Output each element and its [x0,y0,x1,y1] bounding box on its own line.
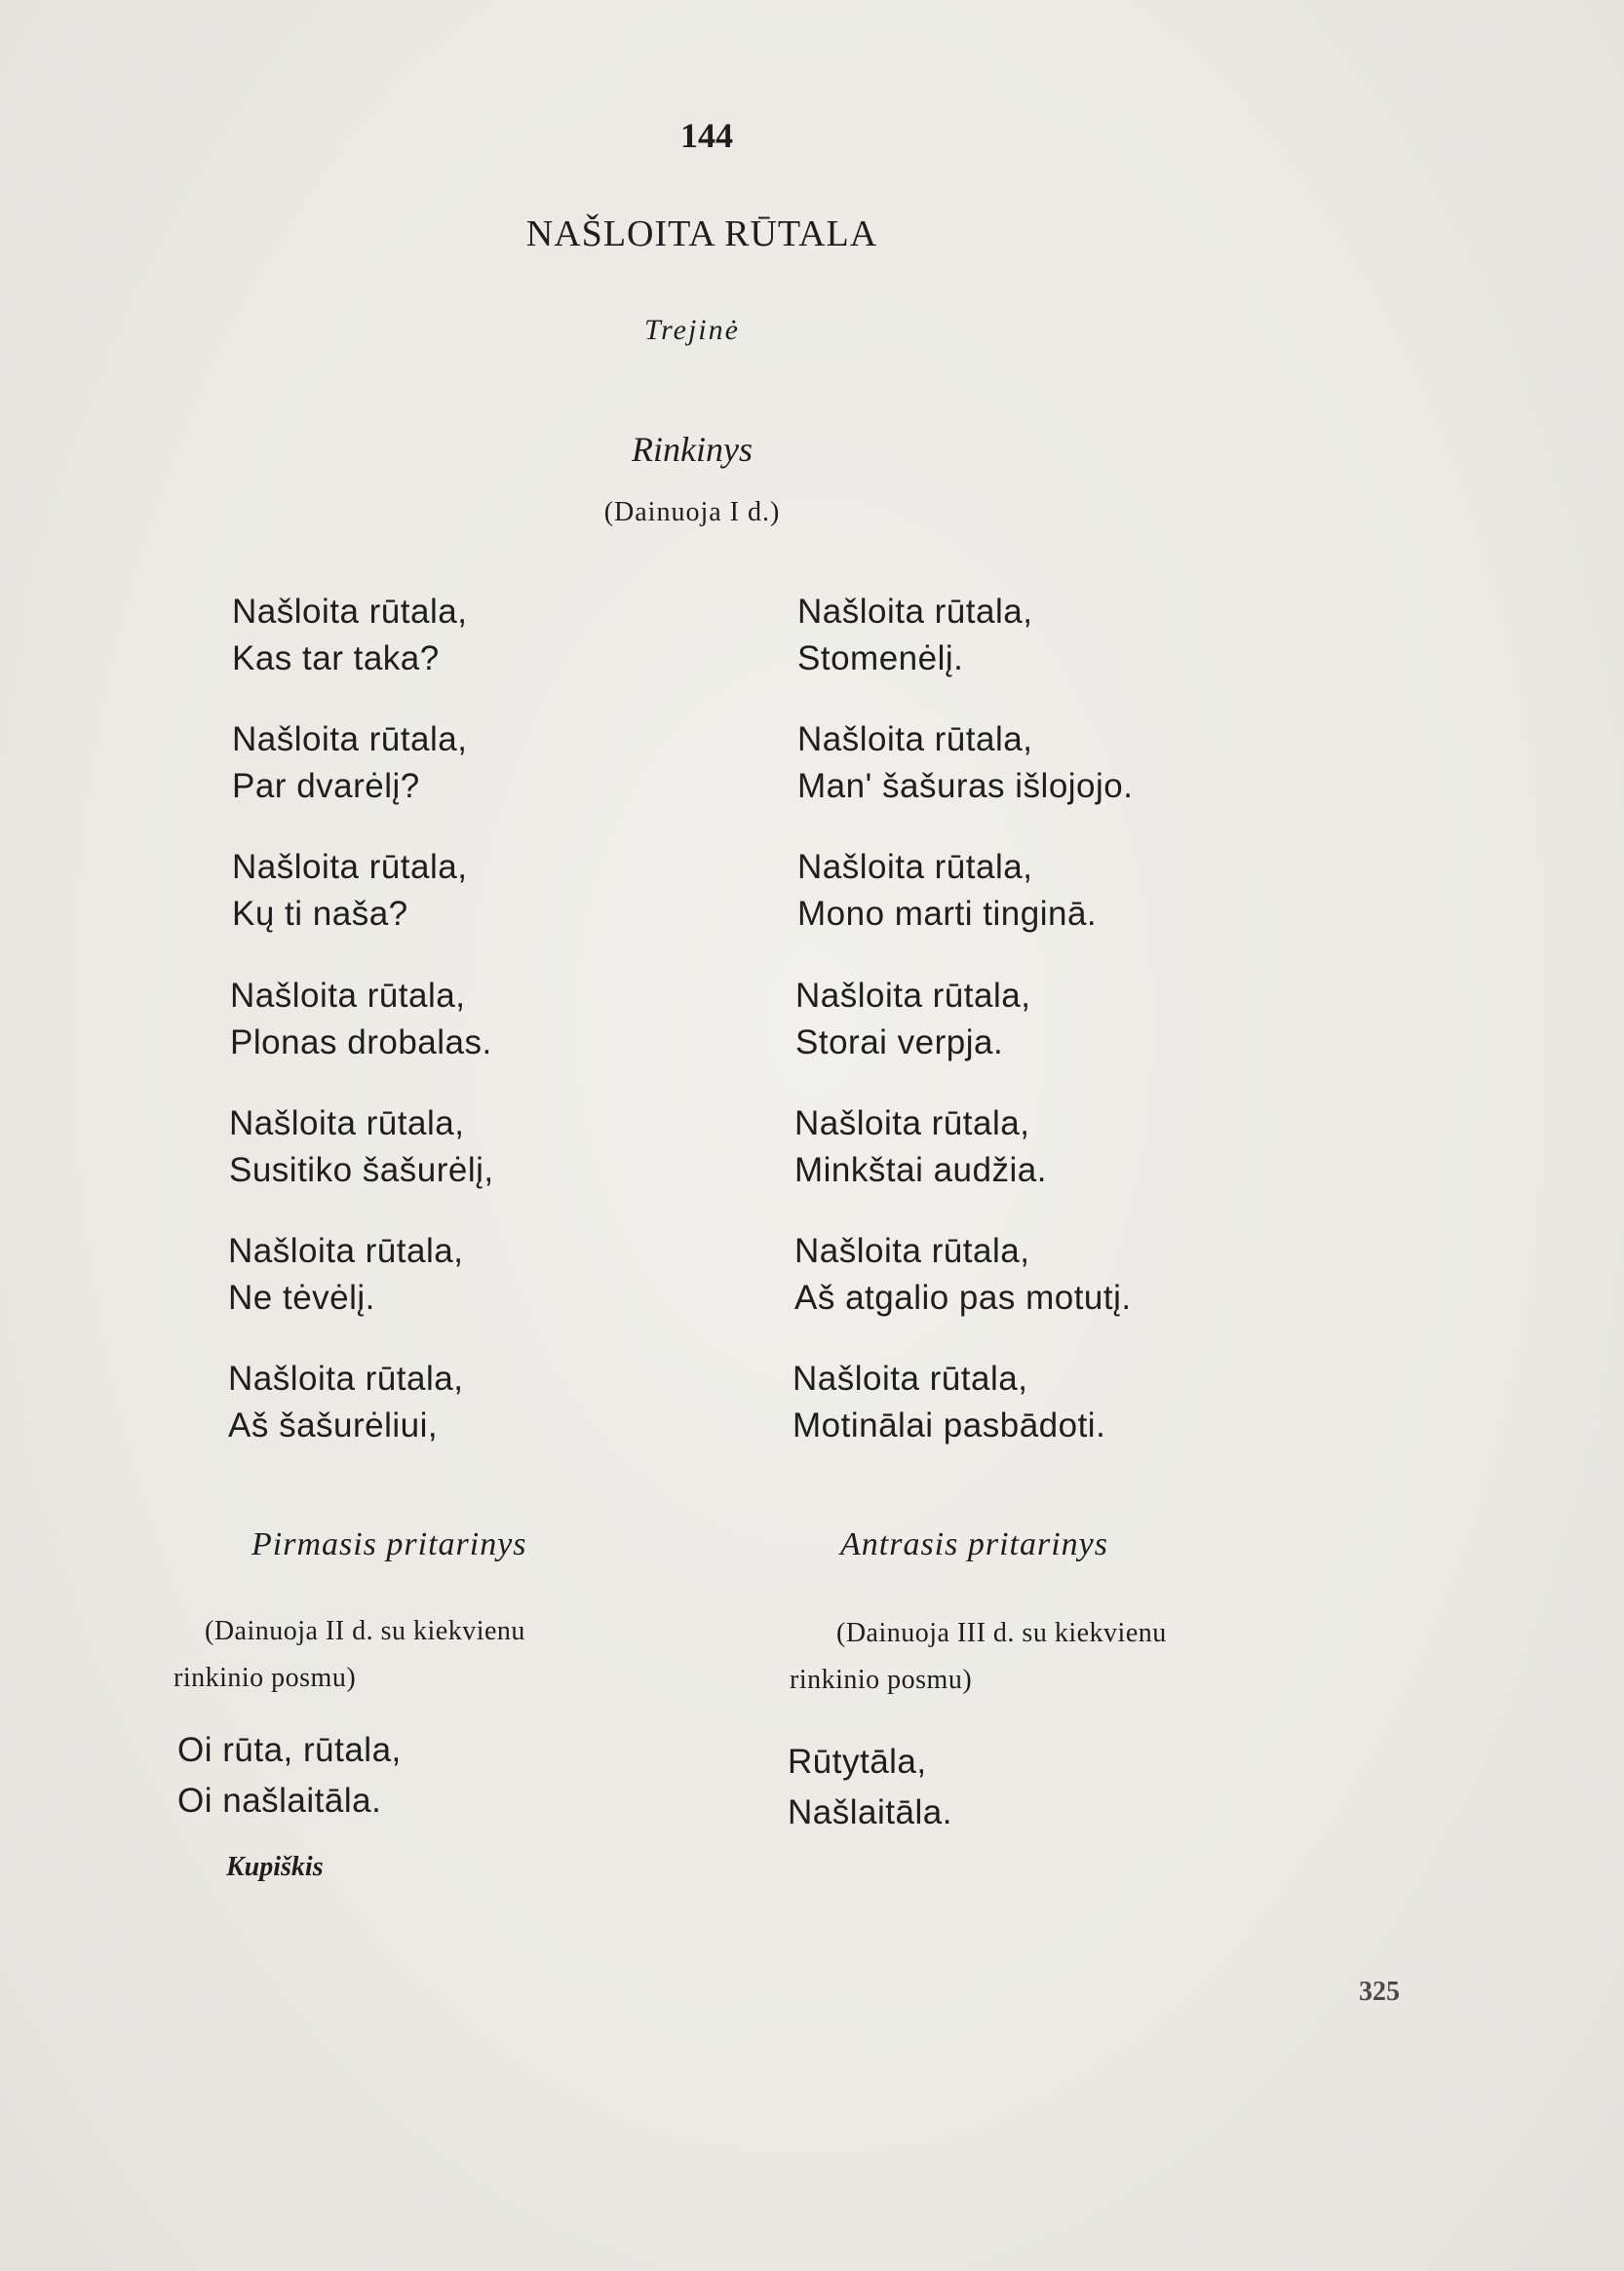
stanza-left-2 [232,716,467,810]
stanza-line: Našloita rūtala, [232,593,468,631]
page-number: 144 [680,116,733,155]
stanza-line: Stomenėlį. [797,639,964,677]
section-note: (Dainuoja I d.) [603,497,781,527]
stanza-line: Našloita rūtala, [229,1104,465,1142]
stanza-right-7 [793,1356,1105,1449]
stanza-line: Storai verpja. [795,1023,1004,1061]
stanza-left-4 [230,973,492,1066]
footer-page-number: 325 [1359,1977,1400,2007]
second-refrain-heading: Antrasis pritarinys [840,1526,1108,1562]
stanza-line: Našloita rūtala, [797,720,1033,758]
stanza-line: Našloita rūtala, [228,1232,464,1270]
stanza-line: Motinālai pasbādoti. [793,1406,1106,1444]
stanza-line: Našloita rūtala, [794,1232,1030,1270]
stanza-line: Našloita rūtala, [795,977,1031,1015]
stanza-line: Našloita rūtala, [793,1360,1028,1398]
stanza-line: Kas tar taka? [232,639,440,677]
stanza-left-1 [232,589,467,682]
stanza-right-2 [797,716,1134,810]
stanza-line: Našloita rūtala, [797,848,1033,886]
stanza-line: Minkštai audžia. [794,1151,1047,1189]
stanza-line: Našloita rūtala, [230,977,466,1015]
note-line: rinkinio posmu) [174,1663,357,1693]
place-name: Kupiškis [226,1852,324,1882]
stanza-left-7 [228,1356,463,1449]
second-refrain-note [790,1610,1167,1704]
song-title: NAŠLOITA RŪTALA [525,213,878,254]
stanza-line: Aš atgalio pas motutį. [794,1279,1132,1317]
refrain-line: Oi našlaitāla. [177,1782,382,1820]
section-heading: Rinkinys [632,430,753,469]
stanza-left-3 [232,844,467,938]
stanza-line: Kų ti naša? [232,895,408,933]
refrain-line: Rūtytāla, [788,1743,927,1781]
stanza-line: Aš šašurėliui, [228,1406,439,1444]
first-refrain-note [174,1608,525,1702]
stanza-line: Našloita rūtala, [232,848,468,886]
note-line: rinkinio posmu) [790,1665,973,1695]
first-refrain-text [177,1725,402,1827]
stanza-right-4 [795,973,1030,1066]
stanza-line: Par dvarėlį? [232,767,420,805]
stanza-right-1 [797,589,1032,682]
note-line: (Dainuoja III d. su kiekvienu [836,1618,1167,1648]
stanza-right-6 [794,1228,1132,1322]
stanza-right-3 [797,844,1097,938]
second-refrain-text [788,1737,952,1838]
stanza-line: Našloita rūtala, [797,593,1033,631]
stanza-left-6 [228,1228,463,1322]
refrain-line: Našlaitāla. [788,1793,952,1831]
stanza-line: Našloita rūtala, [794,1104,1030,1142]
song-subtitle: Trejinė [644,314,740,346]
first-refrain-heading: Pirmasis pritarinys [251,1526,527,1562]
stanza-right-5 [794,1100,1047,1194]
stanza-line: Susitiko šašurėlį, [229,1151,494,1189]
stanza-line: Našloita rūtala, [228,1360,464,1398]
stanza-line: Mono marti tinginā. [797,895,1098,933]
stanza-left-5 [229,1100,494,1194]
stanza-line: Plonas drobalas. [230,1023,492,1061]
note-line: (Dainuoja II d. su kiekvienu [205,1616,525,1646]
stanza-line: Našloita rūtala, [232,720,468,758]
refrain-line: Oi rūta, rūtala, [177,1731,402,1769]
stanza-line: Ne tėvėlį. [228,1279,375,1317]
stanza-line: Man' šašuras išlojojo. [797,767,1134,805]
